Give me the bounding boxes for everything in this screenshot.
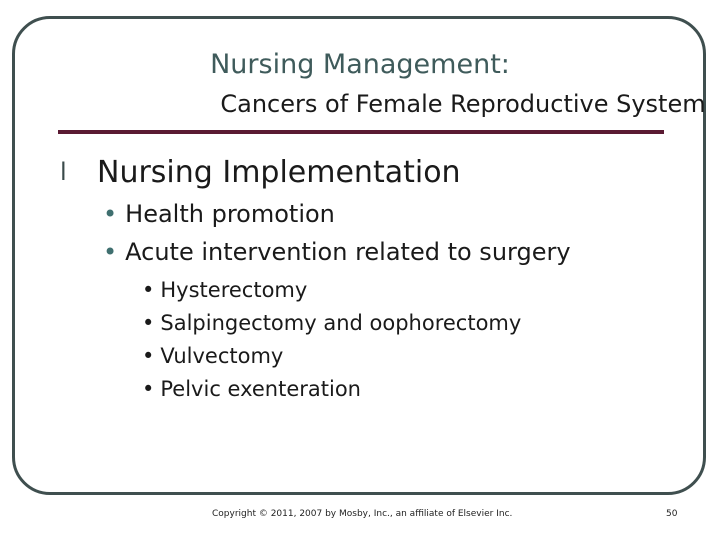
bullet-icon: • [142,278,155,302]
level3-item-text: Hysterectomy [160,278,308,302]
level2-item [103,238,571,266]
level3-item [142,278,307,302]
level3-item [142,377,361,401]
bullet-icon: • [142,311,155,335]
level2-item-text: Acute intervention related to surgery [125,238,571,266]
page-number: 50 [666,509,678,519]
bullet-icon: • [103,238,118,266]
bullet-icon: • [142,344,155,368]
level3-item-text: Salpingectomy and oophorectomy [160,311,522,335]
level2-item-text: Health promotion [125,200,335,228]
title-divider [58,130,664,134]
bullet-icon: • [142,377,155,401]
slide-title-line-2: Cancers of Female Reproductive System [220,90,706,118]
level2-item [103,200,335,228]
level1-bullet-icon: l [60,158,67,186]
level3-item-text: Pelvic exenteration [160,377,361,401]
copyright-footer: Copyright © 2011, 2007 by Mosby, Inc., an affiliate of Elsevier Inc. [212,509,513,519]
level3-item [142,311,521,335]
slide-title-line-1: Nursing Management: [210,49,510,80]
level1-item: Nursing Implementation [97,155,461,190]
level3-item [142,344,283,368]
bullet-icon: • [103,200,118,228]
level3-item-text: Vulvectomy [160,344,284,368]
